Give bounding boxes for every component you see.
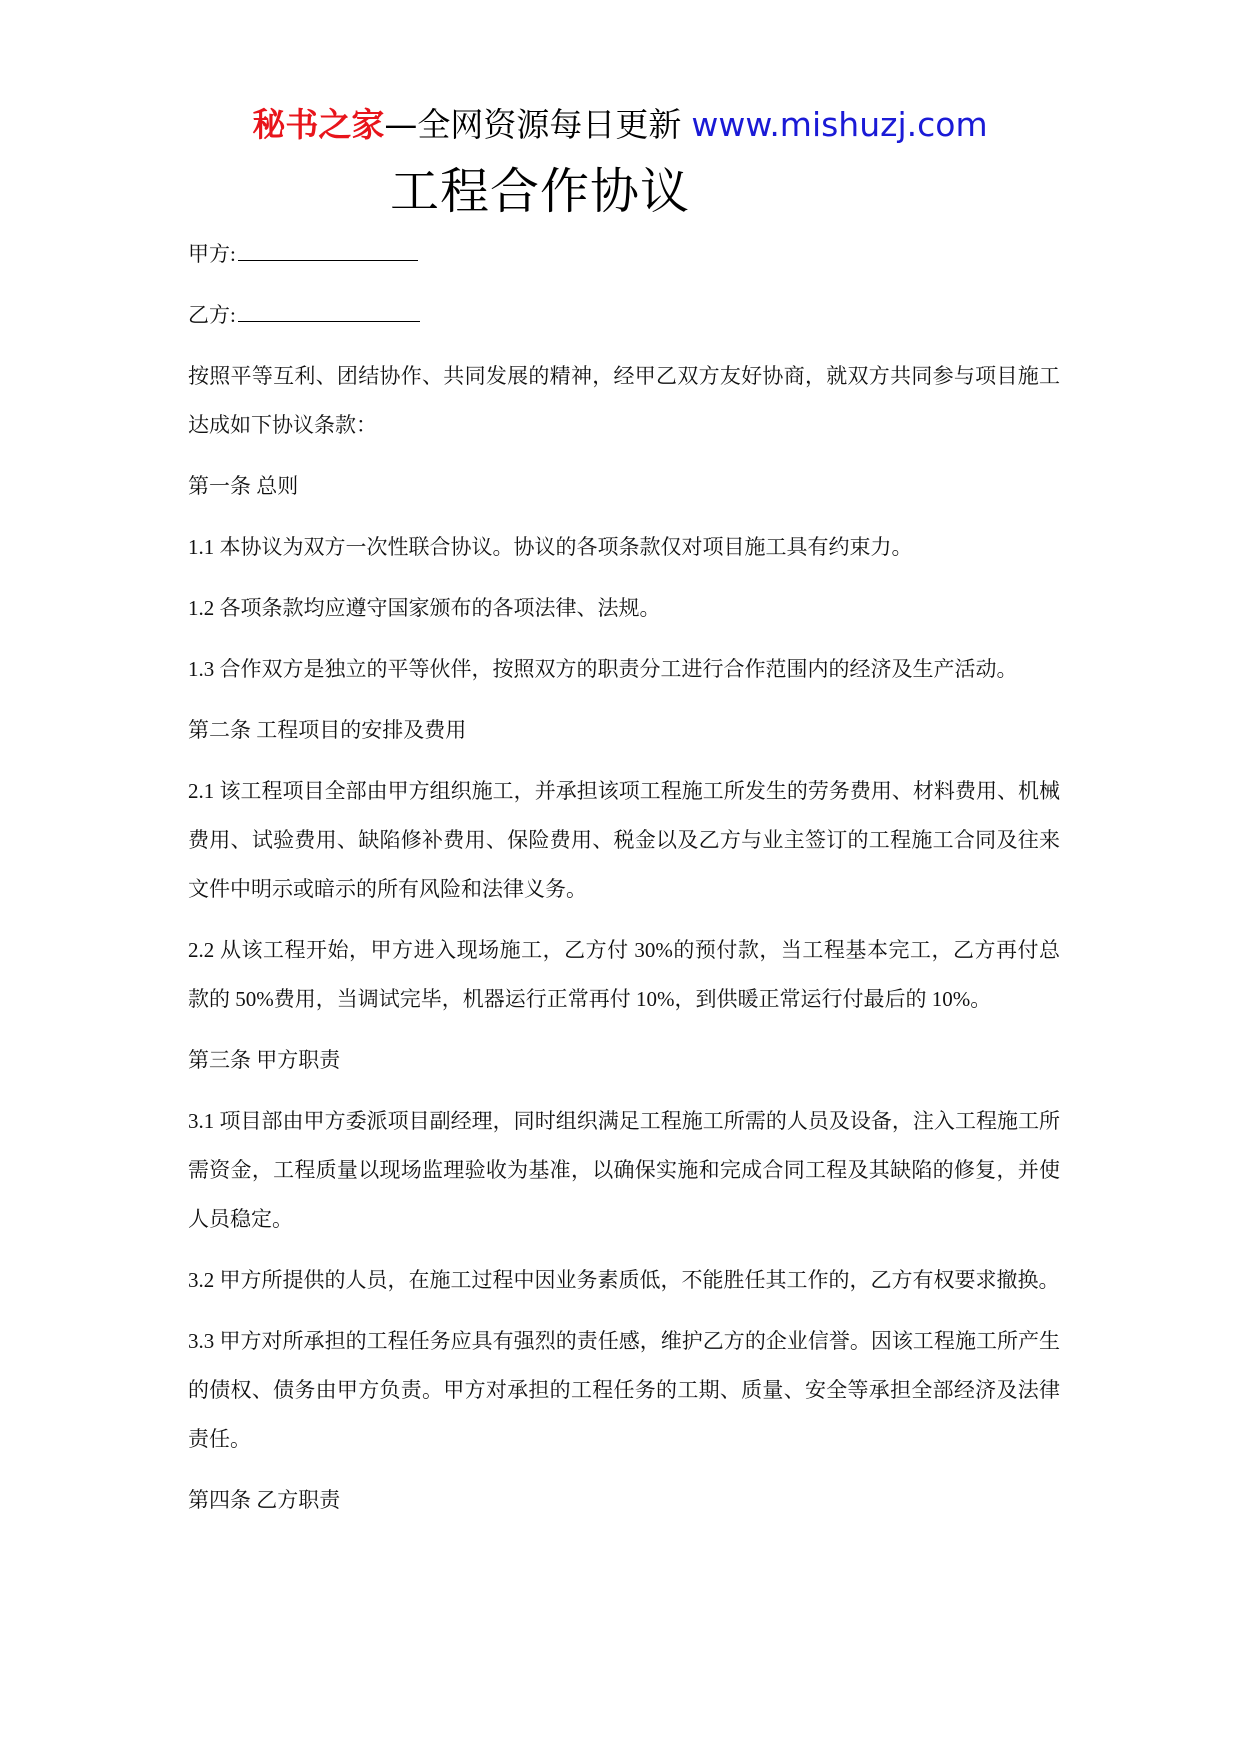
brand-name: 秘书之家: [252, 105, 385, 144]
clause-1-3: 1.3 合作双方是独立的平等伙伴，按照双方的职责分工进行合作范围内的经济及生产活动。: [188, 657, 1018, 681]
clause-3-2: 3.2 甲方所提供的人员，在施工过程中因业务素质低，不能胜任其工作的，乙方有权要求撤换。: [188, 1268, 1060, 1292]
article-4-heading: 第四条 乙方职责: [188, 1488, 341, 1512]
article-1-heading: 第一条 总则: [188, 474, 299, 498]
intro-paragraph: 按照平等互利、团结协作、共同发展的精神，经甲乙双方友好协商，就双方共同参与项目施工达成如下协议条款：: [188, 364, 1060, 437]
clause-3-3: 3.3 甲方对所承担的工程任务应具有强烈的责任感，维护乙方的企业信誉。因该工程施工所产生的债权、债务由甲方负责。甲方对承担的工程任务的工期、质量、安全等承担全部经济及法律责任。: [188, 1329, 1060, 1451]
party-b-label: 乙方:: [188, 303, 236, 327]
clause-3-1: 3.1 项目部由甲方委派项目副经理，同时组织满足工程施工所需的人员及设备，注入工程施工所需资金，工程质量以现场监理验收为基准，以确保实施和完成合同工程及其缺陷的修复，并使人员稳定。: [188, 1109, 1060, 1231]
party-a-line: [188, 230, 1060, 279]
clause-2-2: 2.2 从该工程开始，甲方进入现场施工，乙方付 30%的预付款，当工程基本完工，乙方再付总款的 50%费用，当调试完毕，机器运行正常再付 10%，到供暖正常运行付最后的 10%。: [188, 938, 1060, 1011]
site-url-link[interactable]: www.mishuzj.com: [691, 105, 988, 144]
party-b-blank: [238, 303, 420, 322]
clause-1-2: 1.2 各项条款均应遵守国家颁布的各项法律、法规。: [188, 596, 661, 620]
banner-tagline: —全网资源每日更新: [384, 105, 682, 144]
party-a-blank: [238, 242, 418, 261]
article-3-heading: 第三条 甲方职责: [188, 1048, 341, 1072]
party-a-label: 甲方:: [188, 242, 236, 266]
site-banner: [0, 100, 1240, 150]
article-2-heading: 第二条 工程项目的安排及费用: [188, 718, 467, 742]
document-title: 工程合作协议: [390, 163, 691, 220]
document-body: [188, 230, 1060, 1525]
clause-1-1: 1.1 本协议为双方一次性联合协议。协议的各项条款仅对项目施工具有约束力。: [188, 535, 913, 559]
party-b-line: [188, 291, 1060, 340]
clause-2-1: 2.1 该工程项目全部由甲方组织施工，并承担该项工程施工所发生的劳务费用、材料费用、机械费用、试验费用、缺陷修补费用、保险费用、税金以及乙方与业主签订的工程施工合同及往来文件中明示或暗示的所有风险和法律义务。: [188, 779, 1060, 901]
